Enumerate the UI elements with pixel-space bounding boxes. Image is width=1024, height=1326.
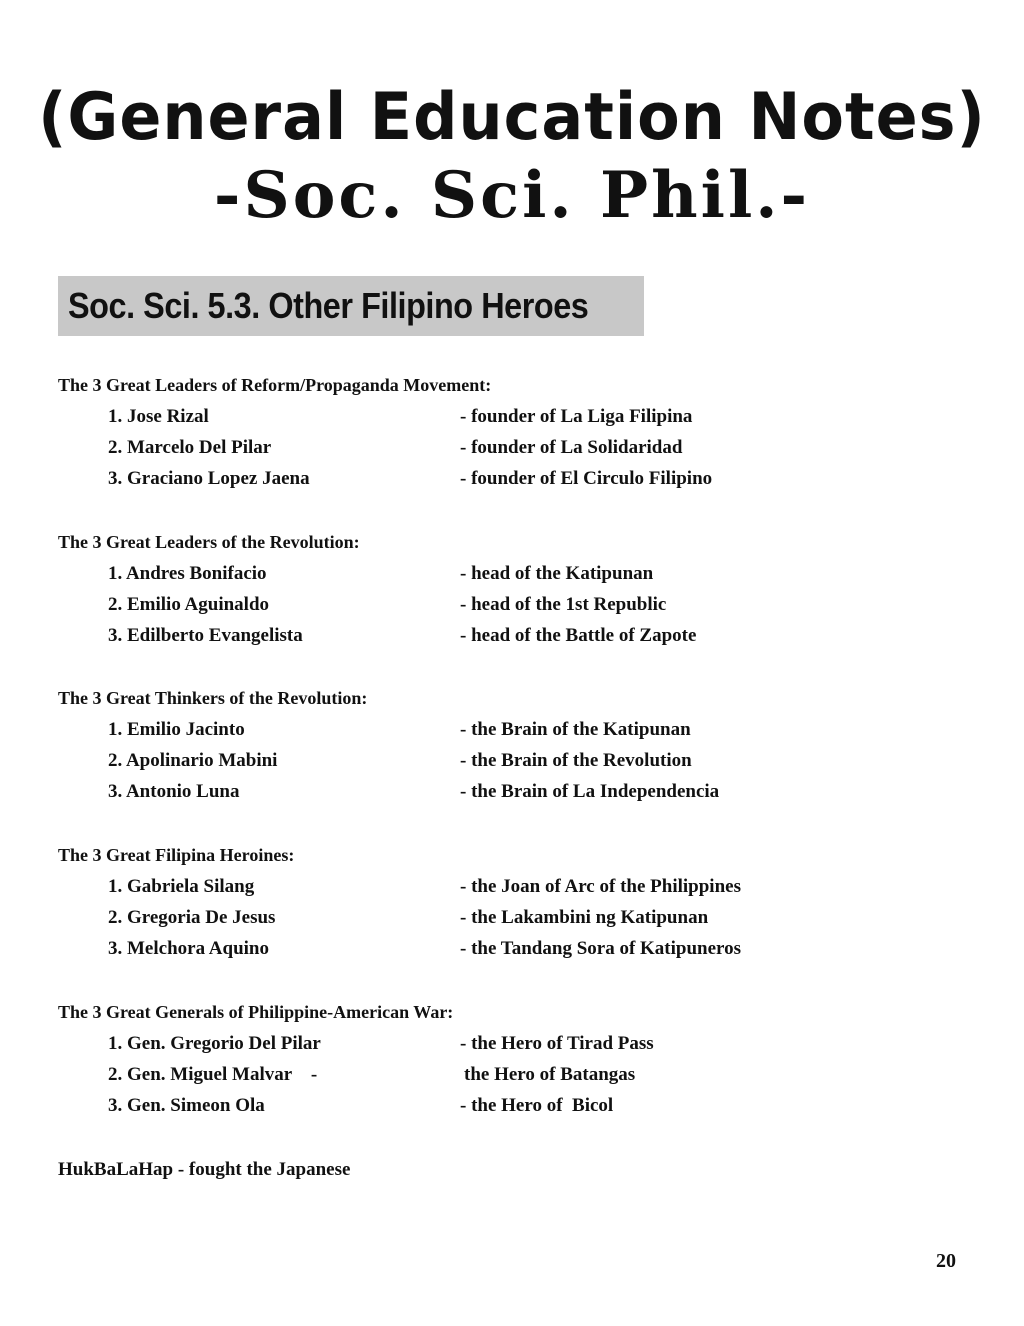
list-item [58, 1028, 958, 1059]
group-heading: The 3 Great Thinkers of the Revolution: [58, 688, 368, 708]
hero-name: 1. Gabriela Silang [108, 876, 255, 897]
list-item [58, 589, 958, 620]
hero-description: - founder of La Solidaridad [460, 437, 683, 458]
list-item [58, 1059, 958, 1090]
hero-name: 3. Graciano Lopez Jaena [108, 468, 310, 489]
hero-description: - the Brain of La Independencia [460, 781, 720, 802]
list-item [58, 401, 958, 432]
group-heading: The 3 Great Generals of Philippine-American War: [58, 1002, 454, 1022]
list-item [58, 776, 958, 807]
hero-name: 2. Apolinario Mabini [108, 750, 278, 771]
footnote [58, 1154, 350, 1185]
hero-name: 1. Andres Bonifacio [108, 563, 267, 584]
group-reform-leaders [58, 370, 958, 494]
page-number: 20 [936, 1250, 956, 1272]
page-subtitle: -Soc. Sci. Phil.- [213, 158, 811, 233]
list-item [58, 558, 958, 589]
footnote-text: - fought the Japanese [173, 1159, 351, 1180]
section-header-box [58, 276, 644, 336]
hero-description: - the Hero of Bicol [460, 1095, 614, 1116]
hero-description: - the Lakambini ng Katipunan [460, 907, 709, 928]
group-revolution-thinkers [58, 683, 958, 807]
list-item [58, 620, 958, 651]
list-item [58, 933, 958, 964]
group-heading: The 3 Great Leaders of Reform/Propaganda Movement: [58, 375, 492, 395]
list-item [58, 902, 958, 933]
hero-name: 2. Emilio Aguinaldo [108, 594, 270, 615]
hero-name: 1. Emilio Jacinto [108, 719, 245, 740]
list-item [58, 871, 958, 902]
hero-description: - the Joan of Arc of the Philippines [460, 876, 741, 897]
hero-name: 3. Antonio Luna [108, 781, 240, 802]
hero-description: - the Tandang Sora of Katipuneros [460, 938, 742, 959]
hero-name: 2. Gregoria De Jesus [108, 907, 276, 928]
hero-description: - founder of El Circulo Filipino [460, 468, 713, 489]
group-heading: The 3 Great Leaders of the Revolution: [58, 532, 360, 552]
group-filipina-heroines [58, 840, 958, 964]
hero-name: 3. Edilberto Evangelista [108, 625, 303, 646]
list-item [58, 745, 958, 776]
hero-description: - head of the Battle of Zapote [460, 625, 697, 646]
hero-description: - founder of La Liga Filipina [460, 406, 693, 427]
group-heading: The 3 Great Filipina Heroines: [58, 845, 295, 865]
list-item [58, 463, 958, 494]
group-war-generals [58, 997, 958, 1121]
hero-description: - the Brain of the Revolution [460, 750, 692, 771]
hero-name: 3. Gen. Simeon Ola [108, 1095, 265, 1116]
hero-name: 3. Melchora Aquino [108, 938, 269, 959]
list-item [58, 714, 958, 745]
hero-name: 2. Marcelo Del Pilar [108, 437, 272, 458]
hero-name: 2. Gen. Miguel Malvar - [108, 1064, 318, 1085]
page-title: (General Education Notes) [38, 78, 986, 155]
list-item [58, 1090, 958, 1121]
hero-description: - the Brain of the Katipunan [460, 719, 691, 740]
hero-name: 1. Jose Rizal [108, 406, 209, 427]
section-title: Soc. Sci. 5.3. Other Filipino Heroes [68, 285, 589, 326]
hero-description [460, 589, 666, 620]
group-revolution-leaders [58, 527, 958, 651]
hero-description: the Hero of Batangas [464, 1064, 636, 1085]
footnote-term: HukBaLaHap [58, 1159, 174, 1180]
list-item [58, 432, 958, 463]
hero-description: - head of the Katipunan [460, 563, 654, 584]
hero-description-text: - head of the 1st Republic [460, 594, 667, 615]
hero-name: 1. Gen. Gregorio Del Pilar [108, 1033, 321, 1054]
hero-description: - the Hero of Tirad Pass [460, 1033, 654, 1054]
